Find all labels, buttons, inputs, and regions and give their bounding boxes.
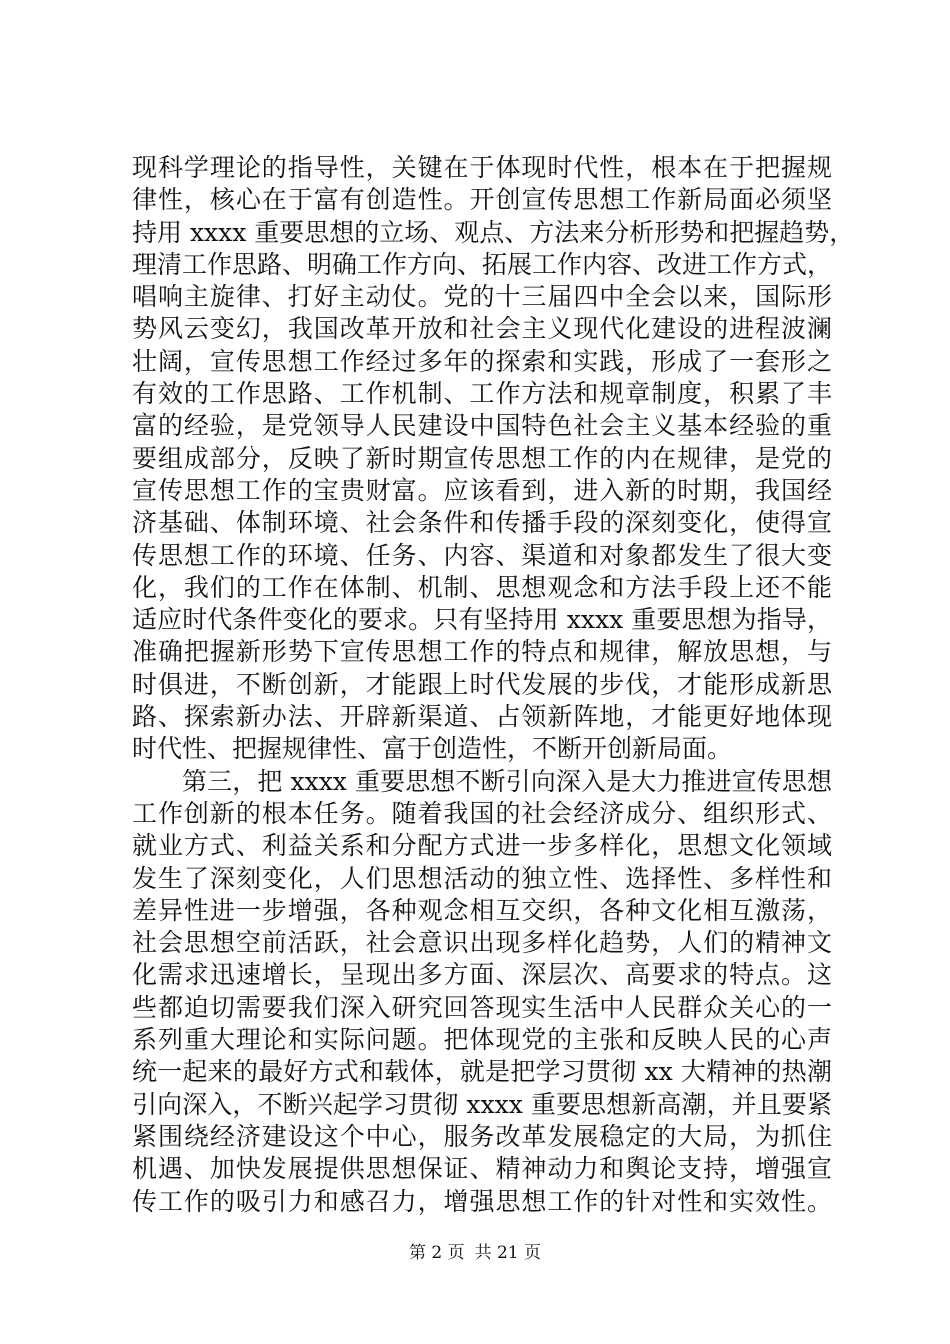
text-line: 持用 xxxx 重要思想的立场、观点、方法来分析形势和把握趋势， <box>132 217 855 247</box>
text-line: 工作创新的根本任务。随着我国的社会经济成分、组织形式、 <box>132 798 832 828</box>
text-line: 化，我们的工作在体制、机制、思想观念和方法手段上还不能 <box>132 572 832 602</box>
page-total: 共 21 页 <box>474 1243 542 1263</box>
text-line: 现科学理论的指导性，关键在于体现时代性，根本在于把握规 <box>132 153 832 182</box>
text-line: 引向深入，不断兴起学习贯彻 xxxx 重要思想新高潮，并且要紧 <box>132 1089 832 1119</box>
paragraph-end-line: 时代性、把握规律性、富于创造性，不断开创新局面。 <box>132 734 733 764</box>
body-text <box>132 152 855 1218</box>
page-number: 第 2 页 <box>408 1243 465 1263</box>
text-line: 适应时代条件变化的要求。只有坚持用 xxxx 重要思想为指导， <box>132 605 832 635</box>
paragraph-start-line: 第三，把 xxxx 重要思想不断引向深入是大力推进宣传思想 <box>182 766 832 796</box>
text-line: 济基础、体制环境、社会条件和传播手段的深刻变化，使得宣 <box>132 508 832 538</box>
text-line: 宣传思想工作的宝贵财富。应该看到，进入新的时期，我国经 <box>132 475 832 505</box>
text-line: 势风云变幻，我国改革开放和社会主义现代化建设的进程波澜 <box>132 314 832 344</box>
text-line: 要组成部分，反映了新时期宣传思想工作的内在规律，是党的 <box>132 443 832 473</box>
text-line: 差异性进一步增强，各种观念相互交织，各种文化相互激荡， <box>132 895 832 925</box>
text-line: 系列重大理论和实际问题。把体现党的主张和反映人民的心声 <box>132 1025 832 1055</box>
text-line: 发生了深刻变化，人们思想活动的独立性、选择性、多样性和 <box>132 863 832 893</box>
text-line: 机遇、加快发展提供思想保证、精神动力和舆论支持，增强宣 <box>132 1154 832 1184</box>
text-line: 紧围绕经济建设这个中心，服务改革发展稳定的大局，为抓住 <box>132 1121 832 1151</box>
text-line: 路、探索新办法、开辟新渠道、占领新阵地，才能更好地体现 <box>132 702 832 732</box>
text-line: 准确把握新形势下宣传思想工作的特点和规律，解放思想，与 <box>132 637 832 667</box>
text-line: 传思想工作的环境、任务、内容、渠道和对象都发生了很大变 <box>132 540 832 570</box>
text-line: 社会思想空前活跃，社会意识出现多样化趋势，人们的精神文 <box>132 928 832 958</box>
text-line: 富的经验，是党领导人民建设中国特色社会主义基本经验的重 <box>132 411 832 441</box>
text-line: 些都迫切需要我们深入研究回答现实生活中人民群众关心的一 <box>132 992 832 1022</box>
page-footer <box>0 1242 950 1264</box>
text-line: 唱响主旋律、打好主动仗。党的十三届四中全会以来，国际形 <box>132 282 832 312</box>
text-line: 时俱进，不断创新，才能跟上时代发展的步伐，才能形成新思 <box>132 669 832 699</box>
text-line: 有效的工作思路、工作机制、工作方法和规章制度，积累了丰 <box>132 379 832 409</box>
text-line: 理清工作思路、明确工作方向、拓展工作内容、改进工作方式， <box>132 249 833 279</box>
text-line: 统一起来的最好方式和载体，就是把学习贯彻 xx 大精神的热潮 <box>132 1057 832 1087</box>
text-line: 就业方式、利益关系和分配方式进一步多样化，思想文化领域 <box>132 831 832 861</box>
text-line: 律性，核心在于富有创造性。开创宣传思想工作新局面必须坚 <box>132 185 832 215</box>
text-line: 壮阔，宣传思想工作经过多年的探索和实践，形成了一套形之 <box>132 346 832 376</box>
text-line: 传工作的吸引力和感召力，增强思想工作的针对性和实效性。 <box>132 1186 832 1216</box>
text-line: 化需求迅速增长，呈现出多方面、深层次、高要求的特点。这 <box>132 960 832 990</box>
